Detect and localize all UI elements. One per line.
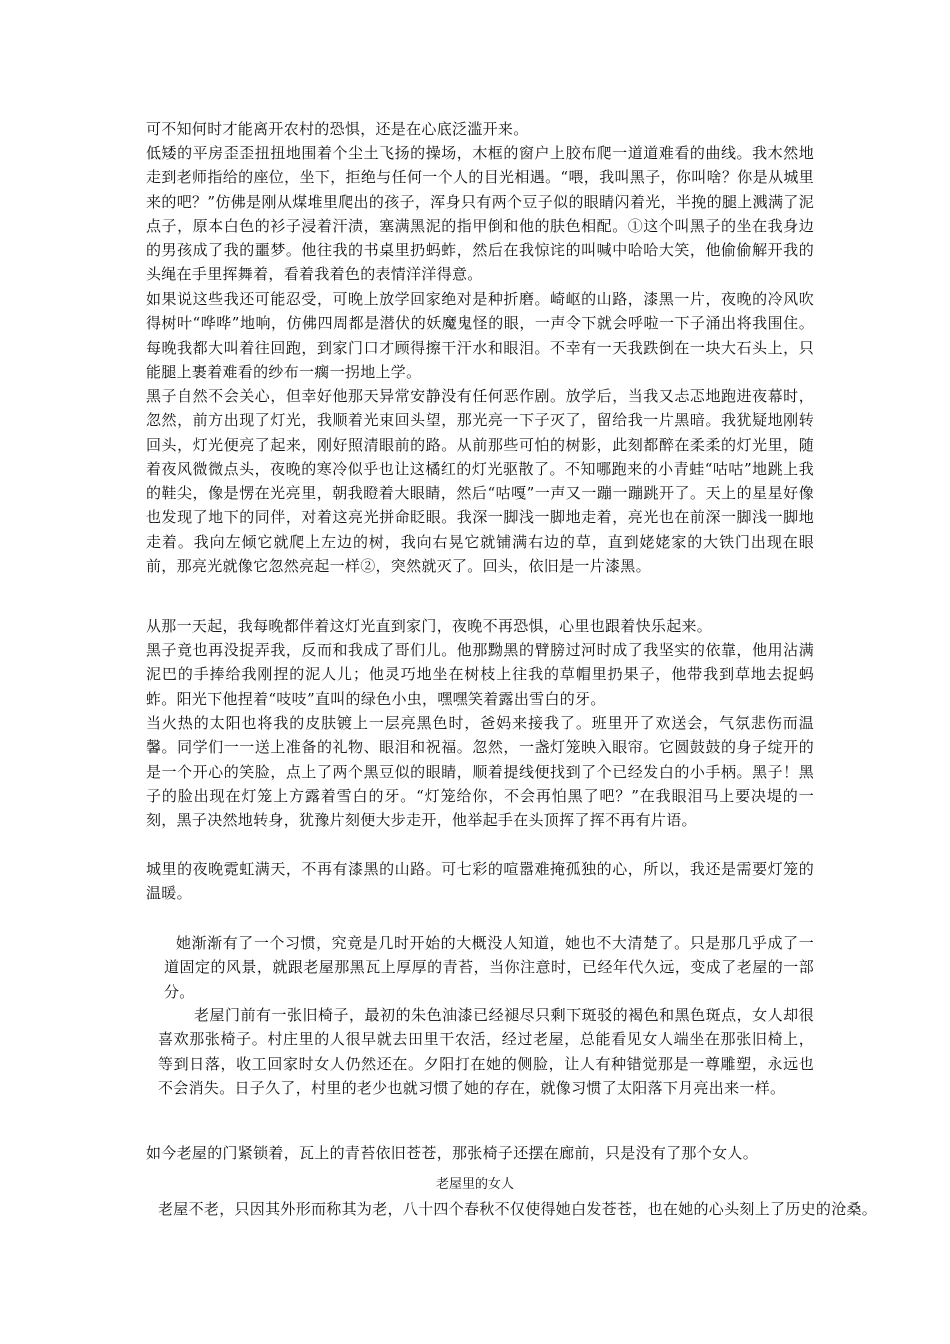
story1-paragraph-3: 如果说这些我还可能忍受，可晚上放学回家绝对是种折磨。崎岖的山路，漆黑一片，夜晚的冷风吹得树叶“哗哗”地响，仿佛四周都是潜伏的妖魔鬼怪的眼，一声令下就会呼啦一下子涌出将我围住。每晚我都大叫着往回跑，到家门口才顾得擦干汗水和眼泪。不幸有一天我跌倒在一块大石头上，只能腿上裹着难看的纱布一瘸一拐地上学。	[146, 290, 814, 381]
story2-paragraph-3: 如今老屋的门紧锁着，瓦上的青苔依旧苍苍，那张椅子还摆在廊前，只是没有了那个女人。	[146, 1144, 759, 1162]
story2-opening: 老屋不老，只因其外形而称其为老，八十四个春秋不仅使得她白发苍苍，也在她的心头刻上了历史的沧桑。	[158, 1200, 878, 1218]
story2-title: 老屋里的女人	[435, 1177, 514, 1192]
story1-paragraph-4: 黑子自然不会关心，但幸好他那天异常安静没有任何恶作剧。放学后，当我又忐忑地跑进夜幕时，忽然，前方出现了灯光，我顺着光束回头望，那光亮一下子灭了，留给我一片黑暗。我犹疑地刚转回头，灯光便亮了起来，刚好照清眼前的路。从前那些可怕的树影，此刻都醉在柔柔的灯光里，随着夜风微微点头，夜晚的寒冷似乎也让这橘红的灯光驱散了。不知哪跑来的小青蛙“咕咕”地跳上我的鞋尖，像是愣在光亮里，朝我瞪着大眼睛，然后“咕嘎”一声又一蹦一蹦跳开了。天上的星星好像也发现了地下的同伴，对着这亮光拼命眨眼。我深一脚浅一脚地走着，亮光也在前深一脚浅一脚地走着。我向左倾它就爬上左边的树，我向右晃它就铺满右边的草，直到姥姥家的大铁门出现在眼前，那亮光就像它忽然亮起一样②，突然就灭了。回头，依旧是一片漆黑。	[146, 387, 814, 576]
story1-paragraph-7: 当火热的太阳也将我的皮肤镀上一层亮黑色时，爸妈来接我了。班里开了欢送会，气氛悲伤而温馨。同学们一一送上准备的礼物、眼泪和祝福。忽然，一盏灯笼映入眼帘。它圆鼓鼓的身子绽开的是一个开心的笑脸，点上了两个黑豆似的眼睛，顺着提线便找到了个已经发白的小手柄。黑子！黑子的脸出现在灯笼上方露着雪白的牙。“灯笼给你，不会再怕黑了吧？”在我眼泪马上要决堤的一刻，黑子决然地转身，犹豫片刻便大步走开，他举起手在头顶挥了挥不再有片语。	[146, 714, 814, 830]
story1-paragraph-2: 低矮的平房歪歪扭扭地围着个尘土飞扬的操场，木框的窗户上胶布爬一道道难看的曲线。我木然地走到老师指给的座位，坐下，拒绝与任何一个人的目光相遇。“喂，我叫黑子，你叫啥？你是从城里来的吧？”仿佛是刚从煤堆里爬出的孩子，浑身只有两个豆子似的眼睛闪着光，半挽的腿上溅满了泥点子，原本白色的衫子浸着汗渍，塞满黑泥的指甲倒和他的肤色相配。①这个叫黑子的坐在我身边的男孩成了我的噩梦。他往我的书桌里扔蚂蚱，然后在我惊诧的叫喊中哈哈大笑，他偷偷解开我的头绳在手里挥舞着，看着我着色的表情洋洋得意。	[146, 144, 814, 284]
story2-paragraph-2: 老屋门前有一张旧椅子，最初的朱色油漆已经褪尽只剩下斑驳的褐色和黑色斑点，女人却很喜欢那张椅子。村庄里的人很早就去田里干农活，经过老屋，总能看见女人端坐在那张旧椅上，等到日落，收工回家时女人仍然还在。夕阳打在她的侧脸，让人有种错觉那是一尊雕塑，永远也不会消失。日子久了，村里的老少也就习惯了她的存在，就像习惯了太阳落下月亮出来一样。	[158, 1006, 814, 1097]
story2-paragraph-1: 她渐渐有了一个习惯，究竟是几时开始的大概没人知道，她也不大清楚了。只是那几乎成了一道固定的风景，就跟老屋那黑瓦上厚厚的青苔，当你注意时，已经年代久远，变成了老屋的一部分。	[164, 934, 814, 1001]
story1-paragraph-8: 城里的夜晚霓虹满天，不再有漆黑的山路。可七彩的喧嚣难掩孤独的心，所以，我还是需要灯笼的温暖。	[146, 860, 814, 903]
story1-paragraph-5: 从那一天起，我每晚都伴着这灯光直到家门，夜晚不再恐惧，心里也跟着快乐起来。	[146, 617, 713, 635]
story1-paragraph-1: 可不知何时才能离开农村的恐惧，还是在心底泛滥开来。	[146, 120, 529, 138]
story1-paragraph-6: 黑子竟也再没捉弄我，反而和我成了哥们儿。他那黝黑的臂膀过河时成了我坚实的依靠，他用沾满泥巴的手捧给我刚捏的泥人儿；他灵巧地坐在树枝上往我的草帽里扔果子，他带我到草地去捉蚂蚱。阳光下他捏着“吱吱”直叫的绿色小虫，嘿嘿笑着露出雪白的牙。	[146, 641, 814, 708]
